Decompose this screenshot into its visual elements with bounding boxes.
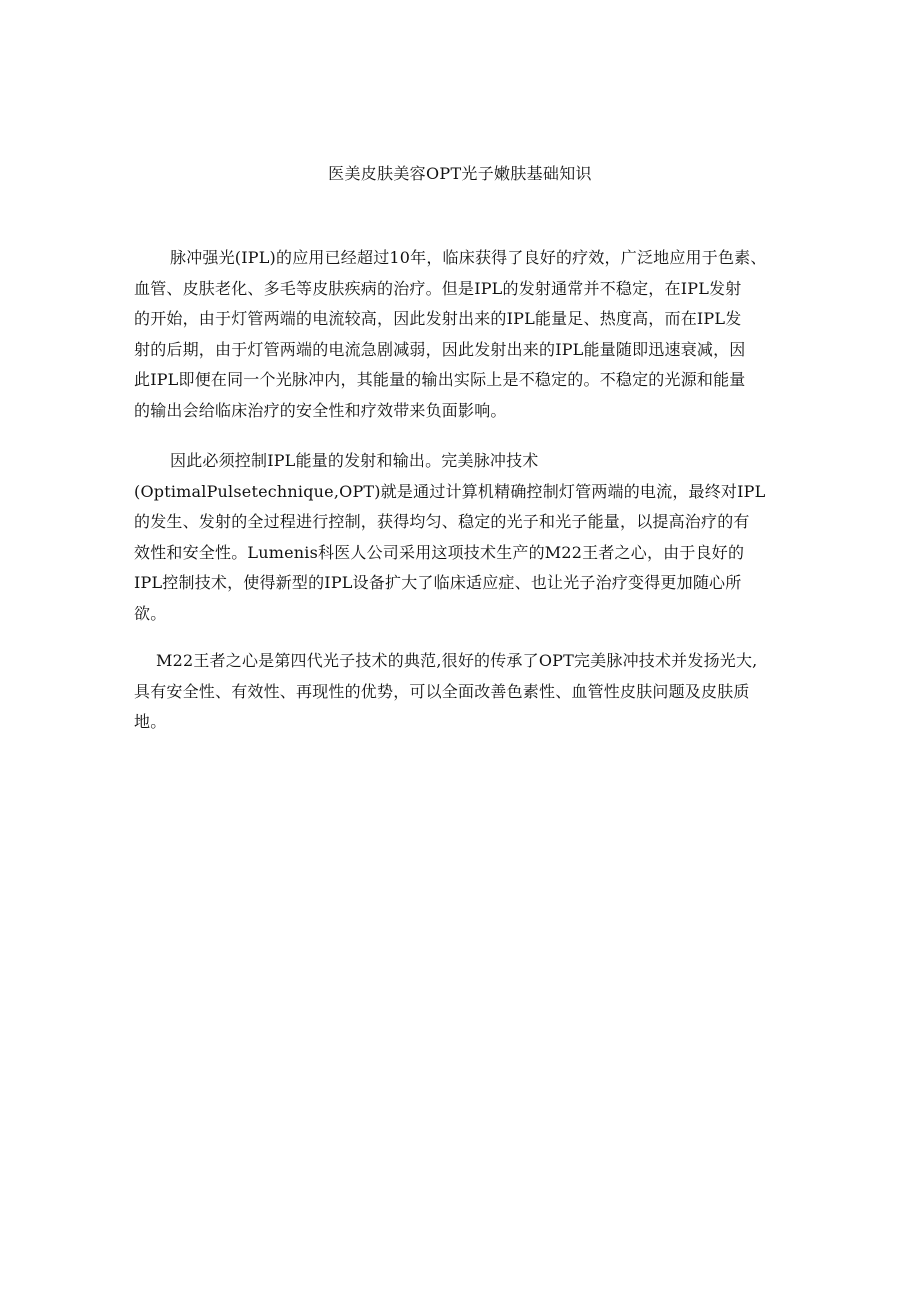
paragraph-line: M22王者之心是第四代光子技术的典范,很好的传承了OPT完美脉冲技术并发扬光大, bbox=[156, 651, 758, 670]
paragraph-line: 射的后期，由于灯管两端的电流急剧减弱，因此发射出来的IPL能量随即迅速衰减，因 bbox=[134, 339, 746, 359]
paragraph-line: IPL控制技术，使得新型的IPL设备扩大了临床适应症、也让光子治疗变得更加随心所 bbox=[134, 573, 742, 592]
paragraph-line: 的输出会给临床治疗的安全性和疗效带来负面影响。 bbox=[134, 400, 507, 420]
paragraph-line: 地。 bbox=[134, 712, 167, 731]
paragraph-2 bbox=[134, 446, 799, 629]
paragraph-1 bbox=[134, 243, 799, 426]
paragraph-line: (OptimalPulsetechnique,OPT)就是通过计算机精确控制灯管两端的电流，最终对IPL bbox=[134, 481, 766, 501]
paragraph-3 bbox=[134, 646, 799, 738]
paragraph-line: 血管、皮肤老化、多毛等皮肤疾病的治疗。但是IPL的发射通常并不稳定，在IPL发射 bbox=[134, 278, 742, 298]
paragraph-line: 具有安全性、有效性、再现性的优势，可以全面改善色素性、血管性皮肤问题及皮肤质 bbox=[134, 681, 750, 701]
paragraph-line: 的发生、发射的全过程进行控制，获得均匀、稳定的光子和光子能量，以提高治疗的有 bbox=[134, 512, 750, 531]
paragraph-line: 欲。 bbox=[134, 603, 167, 623]
paragraph-line: 脉冲强光(IPL)的应用已经超过10年，临床获得了良好的疗效，广泛地应用于色素、 bbox=[170, 248, 767, 267]
paragraph-line: 效性和安全性。Lumenis科医人公司采用这项技术生产的M22王者之心，由于良好的 bbox=[134, 542, 745, 562]
document-title: 医美皮肤美容OPT光子嫩肤基础知识 bbox=[328, 164, 592, 183]
paragraph-line: 因此必须控制IPL能量的发射和输出。完美脉冲技术 bbox=[170, 451, 539, 470]
paragraph-line: 此IPL即便在同一个光脉冲内，其能量的输出实际上是不稳定的。不稳定的光源和能量 bbox=[134, 370, 746, 389]
paragraph-line: 的开始，由于灯管两端的电流较高，因此发射出来的IPL能量足、热度高，而在IPL发 bbox=[134, 309, 742, 328]
